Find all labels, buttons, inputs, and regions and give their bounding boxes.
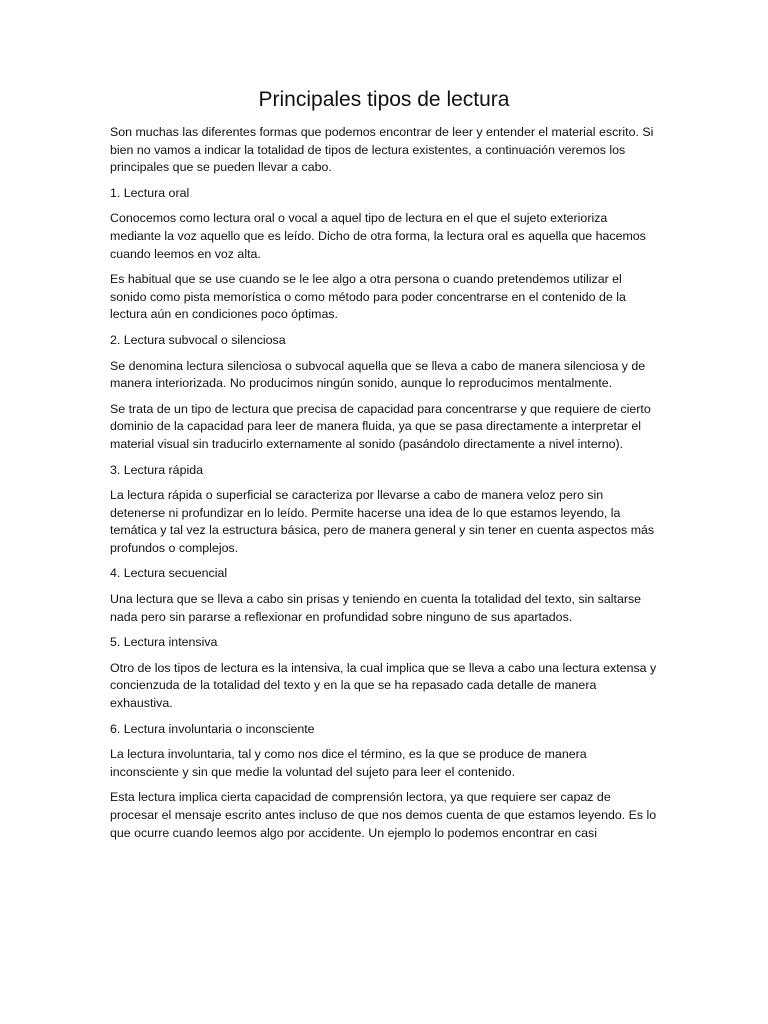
section-heading-lectura-subvocal: 2. Lectura subvocal o silenciosa (110, 332, 286, 347)
section-paragraph: Una lectura que se lleva a cabo sin prisas y teniendo en cuenta la totalidad del texto, sin saltarse nada pero sin pararse a reflexionar en profundidad sobre ninguno de sus apartados. (110, 592, 642, 624)
section-heading-lectura-secuencial: 4. Lectura secuencial (110, 566, 228, 581)
document-title: Principales tipos de lectura (258, 88, 510, 111)
section-paragraph: Se denomina lectura silenciosa o subvocal aquella que se lleva a cabo de manera silenciosa y de manera interiorizada. No producimos ningún sonido, aunque lo reproducimos mentalmente. (110, 358, 646, 391)
section-paragraph: Otro de los tipos de lectura es la intensiva, la cual implica que se lleva a cabo una lectura extensa y concienzuda de la totalidad del texto y en la que se ha repasado cada detalle de manera exhaustiva. (110, 660, 657, 711)
section-heading-lectura-oral: 1. Lectura oral (110, 185, 190, 200)
section-paragraph: La lectura rápida o superficial se caracteriza por llevarse a cabo de manera veloz pero sin detenerse ni profundizar en lo leído. Permite hacerse una idea de lo que estamos leyendo, la temática y tal vez la estructura básica, pero de manera general y sin tener en cuenta aspectos más profundos o complejos. (110, 488, 655, 555)
section-heading-lectura-rapida: 3. Lectura rápida (110, 462, 203, 477)
section-heading-lectura-involuntaria: 6. Lectura involuntaria o inconsciente (110, 721, 315, 736)
section-paragraph: Conocemos como lectura oral o vocal a aquel tipo de lectura en el que el sujeto exterioriza mediante la voz aquello que es leído. Dicho de otra forma, la lectura oral es aquella que hacemos cuando leemos en voz alta. (110, 211, 646, 261)
section-heading-lectura-intensiva: 5. Lectura intensiva (110, 635, 218, 650)
section-paragraph: Esta lectura implica cierta capacidad de comprensión lectora, ya que requiere ser capaz de procesar el mensaje escrito antes incluso de que nos demos cuenta de que estamos leyendo. Es lo que ocurre cuando leemos algo por accidente. Un ejemplo lo podemos encontrar en casi (110, 790, 657, 840)
document-body (110, 124, 658, 849)
section-paragraph: Es habitual que se use cuando se le lee algo a otra persona o cuando pretendemos utilizar el sonido como pista memorística o como método para poder concentrarse en el contenido de la lectura aún en condiciones poco óptimas. (110, 272, 626, 322)
intro-paragraph: Son muchas las diferentes formas que podemos encontrar de leer y entender el material escrito. Si bien no vamos a indicar la totalidad de tipos de lectura existentes, a continuación veremos los principales que se pueden llevar a cabo. (110, 125, 654, 175)
section-paragraph: La lectura involuntaria, tal y como nos dice el término, es la que se produce de manera inconsciente y sin que medie la voluntad del sujeto para leer el contenido. (110, 747, 587, 779)
section-paragraph: Se trata de un tipo de lectura que precisa de capacidad para concentrarse y que requiere de cierto dominio de la capacidad para leer de manera fluida, ya que se pasa directamente a interpretar el material visual sin traducirlo externamente al sonido (pasándolo directamente a nivel interno). (110, 401, 651, 451)
